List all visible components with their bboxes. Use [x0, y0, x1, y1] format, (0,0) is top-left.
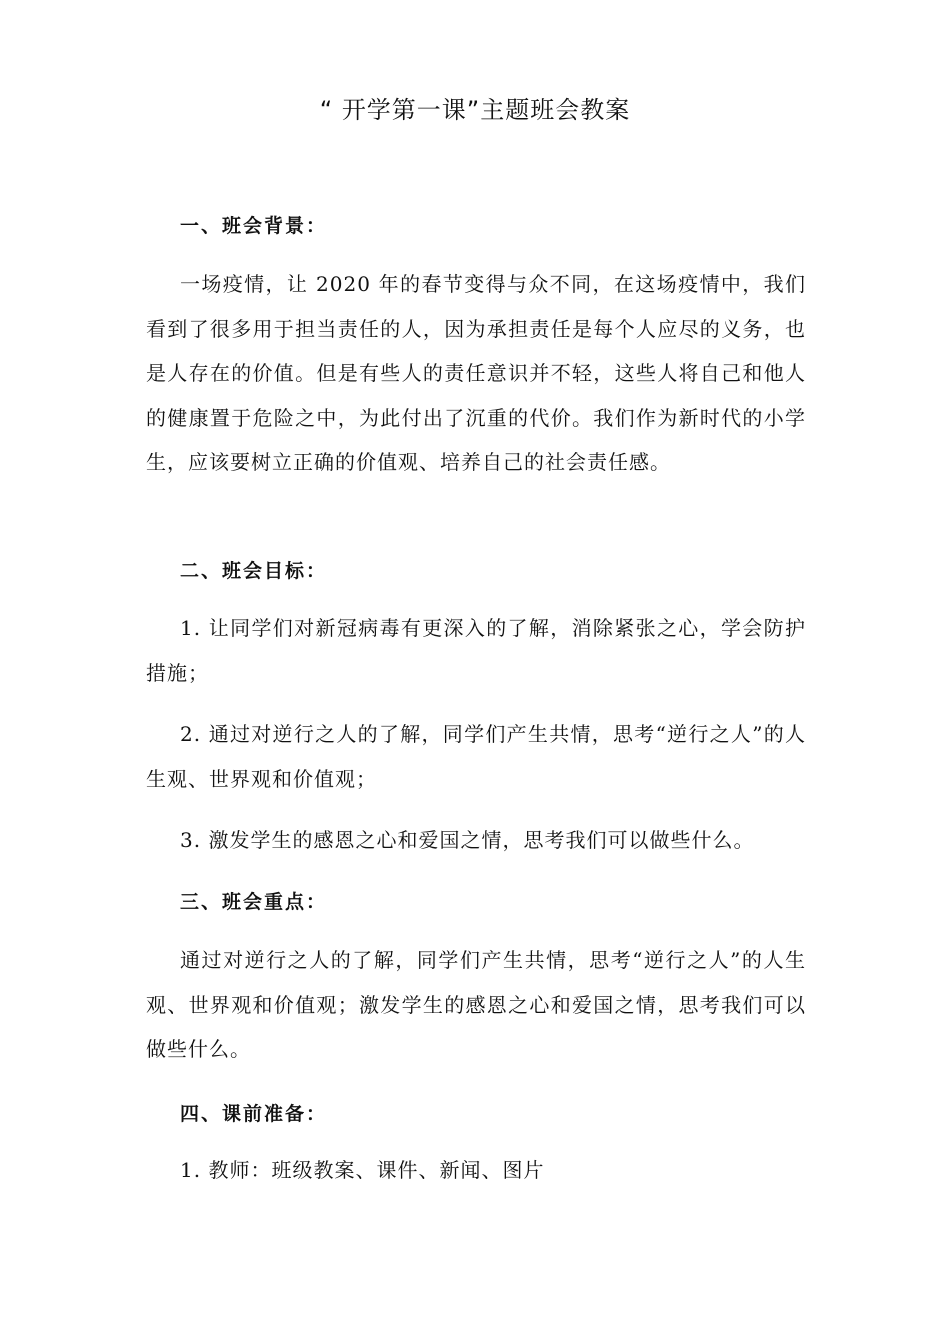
paragraph-goal-2: 2. 通过对逆行之人的了解，同学们产生共情，思考“逆行之人”的人生观、世界观和价值观； [146, 722, 806, 791]
paragraph-goal-3: 3. 激发学生的感恩之心和爱国之情，思考我们可以做些什么。 [180, 828, 755, 852]
section-heading-key-points: 三、班会重点： [180, 891, 328, 913]
paragraph-preparation-1: 1. 教师：班级教案、课件、新闻、图片 [180, 1158, 545, 1182]
section-heading-goals: 二、班会目标： [180, 560, 328, 582]
section-heading-preparation: 四、课前准备： [180, 1103, 328, 1125]
document-title: “ 开学第一课”主题班会教案 [319, 96, 631, 124]
section-heading-background: 一、班会背景： [180, 215, 328, 237]
paragraph-goal-1: 1. 让同学们对新冠病毒有更深入的了解，消除紧张之心，学会防护措施； [146, 616, 806, 685]
paragraph-key-points: 通过对逆行之人的了解，同学们产生共情，思考“逆行之人”的人生观、世界观和价值观；激发学生的感恩之心和爱国之情，思考我们可以做些什么。 [146, 948, 806, 1061]
paragraph-background: 一场疫情，让 2020 年的春节变得与众不同，在这场疫情中，我们看到了很多用于担当责任的人，因为承担责任是每个人应尽的义务，也是人存在的价值。但是有些人的责任意识并不轻，这些人将自己和他人的健康置于危险之中，为此付出了沉重的代价。我们作为新时代的小学生，应该要树立正确的价值观、培养自己的社会责任感。 [146, 272, 806, 474]
